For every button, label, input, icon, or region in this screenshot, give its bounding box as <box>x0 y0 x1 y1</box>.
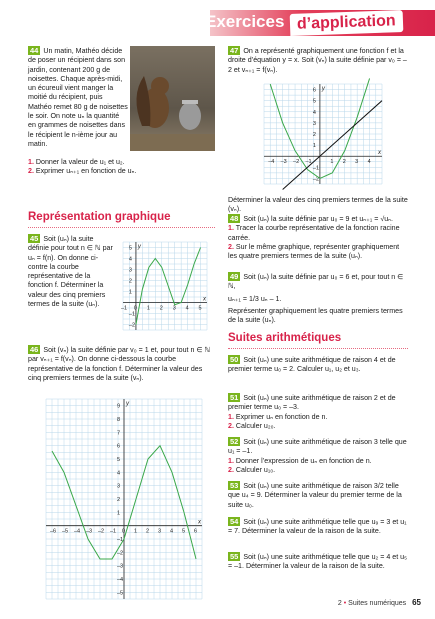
exercise-55 <box>228 552 408 572</box>
exercise-number: 52 <box>230 437 239 446</box>
x-tick-label: 2 <box>159 305 163 312</box>
y-tick-label: 5 <box>312 98 316 105</box>
y-tick-label: –2 <box>312 176 320 183</box>
exercise-text: Soit (uₙ) la suite définie pour tout n ∈ ℕ par uₙ = f(n). On donne ci-contre la courbe représentative de la fonction f. Déterminer la valeur des cinq premiers termes de la suite (uₙ). <box>28 235 113 309</box>
x-tick-label: 2 <box>342 159 346 166</box>
exercise-number: 45 <box>30 234 39 243</box>
question-text: Donner la valeur de u₁ et u₂. <box>35 158 125 166</box>
exercise-number: 46 <box>30 345 39 354</box>
page-title: Exercices <box>205 12 285 31</box>
y-tick-label: –2 <box>128 322 136 329</box>
exercise-47 <box>228 46 408 75</box>
x-tick-label: –2 <box>293 159 300 166</box>
y-tick-label: 4 <box>117 470 121 477</box>
x-tick-label: 0 <box>122 528 126 535</box>
question-label: 2. <box>228 242 234 251</box>
exercise-text: Soit (uₙ) une suite arithmétique de raison 3 telle que u₁ = –1. <box>228 438 407 456</box>
x-tick-label: 3 <box>172 305 176 312</box>
exercise-text: Soit (uₙ) une suite arithmétique de raison 3/2 telle que u₄ = 9. Déterminer la valeur du premier terme de la suite u₀. <box>228 482 402 509</box>
exercise-number: 50 <box>230 355 239 364</box>
x-tick-label: 3 <box>158 528 162 535</box>
exercise-53 <box>228 481 408 510</box>
exercise-text: Soit (uₙ) une suite arithmétique telle que u₉ = 3 et u₁ = 7. Déterminer la valeur de la raison de la suite. <box>228 518 407 536</box>
y-tick-label: 5 <box>117 457 121 463</box>
exercise-text: Soit (vₙ) la suite définie par v₀ = 1 et, pour tout n ∈ ℕ par vₙ₊₁ = f(vₙ). On donne ci-dessous la courbe représentative de la fonction f. Déterminer la valeur des cinq premiers termes de la suite (vₙ). <box>28 346 211 382</box>
exercise-text: Soit (uₙ) une suite arithmétique de raison 2 et de premier terme u₀ = –3. <box>228 394 396 412</box>
chart-fig45 <box>117 236 213 336</box>
exercise-text: Soit (uₙ) la suite définie par u₀ = 9 et uₙ₊₁ = √uₙ. <box>243 215 393 223</box>
x-tick-label: –4 <box>268 159 275 166</box>
y-tick-label: –5 <box>117 590 124 597</box>
exercise-text: Soit (uₙ) la suite définie par u₀ = 6 et, pour tout n ∈ ℕ, <box>228 273 404 291</box>
exercise-number: 54 <box>230 517 239 526</box>
y-tick-label: 6 <box>312 87 316 94</box>
y-tick-label: 1 <box>117 510 121 517</box>
exercise-44-questions <box>28 158 215 177</box>
chart-fig46 <box>40 393 208 605</box>
footer-dot: • <box>343 599 347 607</box>
question-label: 1. <box>228 412 234 421</box>
y-tick-label: 3 <box>128 267 132 274</box>
question-label: 1. <box>28 158 34 166</box>
x-tick-label: –3 <box>280 159 287 166</box>
x-axis-label: x <box>378 150 381 157</box>
x-axis-label: x <box>203 296 206 303</box>
y-tick-label: –4 <box>117 577 124 583</box>
chart-fig47 <box>258 78 388 190</box>
question-label: 1. <box>228 224 234 233</box>
exercise-number: 53 <box>230 481 239 490</box>
question-text: Sur le même graphique, représenter graphiquement les quatre premiers termes de la suite (uₙ). <box>228 242 400 261</box>
section-rule <box>228 348 408 349</box>
y-tick-label: 5 <box>128 245 132 252</box>
x-tick-label: 4 <box>367 159 371 166</box>
exercise-number: 47 <box>230 46 239 55</box>
y-tick-label: 1 <box>312 143 316 150</box>
y-tick-label: 2 <box>128 278 132 285</box>
squirrel-photo <box>130 46 215 151</box>
x-tick-label: 4 <box>185 305 189 312</box>
y-tick-label: 8 <box>117 417 121 423</box>
x-tick-label: 1 <box>330 159 334 166</box>
y-tick-label: –1 <box>117 537 124 543</box>
x-tick-label: –3 <box>86 528 93 535</box>
y-tick-label: 3 <box>312 120 316 127</box>
y-tick-label: –2 <box>117 550 124 557</box>
y-axis-label: y <box>126 401 129 407</box>
x-tick-label: 5 <box>198 305 202 312</box>
exercise-number: 49 <box>230 272 239 281</box>
question-text: Tracer la courbe représentative de la fonction racine carrée. <box>228 224 400 242</box>
x-tick-label: 3 <box>355 159 359 166</box>
y-axis-label: y <box>137 244 141 250</box>
page-title-pill: d’application <box>290 10 403 36</box>
x-tick-label: –1 <box>110 528 117 535</box>
question-label: 2. <box>28 167 34 176</box>
exercise-44 <box>28 46 128 149</box>
x-tick-label: 2 <box>146 528 150 535</box>
y-tick-label: –1 <box>312 165 320 172</box>
section-title-arith: Suites arithmétiques <box>228 332 342 344</box>
exercise-number: 51 <box>230 393 239 402</box>
y-axis-label: y <box>321 86 325 92</box>
exercise-text: Déterminer la valeur des cinq premiers termes de la suite (vₙ). <box>228 196 408 214</box>
exercise-number: 44 <box>30 46 39 55</box>
chapter-label: Suites numériques <box>348 599 407 607</box>
formula: uₙ₊₁ = 1/3 uₙ – 1. <box>228 294 282 303</box>
exercise-number: 55 <box>230 552 239 561</box>
question-label: 2. <box>228 421 234 430</box>
exercise-47-question <box>228 196 408 215</box>
y-tick-label: 3 <box>117 483 121 490</box>
exercise-54 <box>228 517 408 537</box>
x-tick-label: 5 <box>182 528 186 535</box>
exercise-48 <box>228 214 408 261</box>
question-label: 1. <box>228 456 234 465</box>
y-tick-label: 4 <box>312 109 316 116</box>
x-tick-label: –5 <box>62 528 69 535</box>
y-tick-label: 4 <box>128 256 132 263</box>
chapter-number: 2 <box>337 599 342 607</box>
exercise-45 <box>28 234 113 309</box>
x-tick-label: 4 <box>170 528 174 535</box>
exercise-50 <box>228 355 408 375</box>
x-tick-label: –1 <box>121 305 128 312</box>
exercise-46 <box>28 345 215 383</box>
page-footer <box>338 598 421 608</box>
question-text: Exprimer uₙ en fonction de n. <box>235 412 328 421</box>
exercise-text: Un matin, Mathéo décide de poser un récipient dans son jardin, contenant 200 g de noisettes. Chaque après-midi, un écureuil vient manger la moitié du récipient, puis Mathéo remet 80 g de noisettes le soir. On note uₙ la quantité en grammes de noisettes dans le récipient le n-ième jour au matin. <box>28 47 128 148</box>
section-title-graph: Représentation graphique <box>28 211 171 223</box>
x-tick-label: –2 <box>98 528 105 535</box>
x-tick-label: –1 <box>305 159 312 166</box>
exercise-text: Soit (uₙ) une suite arithmétique de raison 4 et de premier terme u₀ = 2. Calculer u₁, u₂ et u₃. <box>228 356 396 374</box>
question-text: Calculer u₂₀. <box>235 421 276 430</box>
y-tick-label: 6 <box>117 443 121 450</box>
exercise-52 <box>228 437 408 475</box>
question-label: 2. <box>228 465 234 474</box>
x-tick-label: –6 <box>50 528 57 535</box>
x-tick-label: –4 <box>74 528 81 535</box>
exercise-49 <box>228 272 408 325</box>
exercise-51 <box>228 393 408 431</box>
question-text: Donner l’expression de uₙ en fonction de n. <box>235 456 372 465</box>
exercise-text: On a représenté graphiquement une fonction f et la droite d’équation y = x. Soit (vₙ) la suite définie par v₀ = –2 et vₙ₊₁ = f(vₙ). <box>228 47 407 74</box>
y-tick-label: 2 <box>312 132 316 138</box>
exercise-text: Soit (uₙ) une suite arithmétique telle que u₂ = 4 et u₅ = –1. Déterminer la valeur de la raison de la suite. <box>228 553 407 571</box>
question-text: Calculer u₁₀. <box>235 465 276 474</box>
y-tick-label: –3 <box>117 563 124 570</box>
y-tick-label: 2 <box>117 497 121 503</box>
exercise-number: 48 <box>230 214 239 223</box>
y-tick-label: 9 <box>117 403 121 410</box>
section-rule <box>28 227 215 228</box>
x-tick-label: 1 <box>146 305 150 312</box>
x-tick-label: 1 <box>134 528 138 535</box>
y-tick-label: 7 <box>117 430 121 437</box>
y-tick-label: –1 <box>128 311 136 318</box>
x-axis-label: x <box>198 519 201 526</box>
x-tick-label: 0 <box>133 305 137 312</box>
y-tick-label: 1 <box>128 289 132 296</box>
exercise-text: Représenter graphiquement les quatre premiers termes de la suite (uₙ). <box>228 306 403 325</box>
question-text: Exprimer uₙ₊₁ en fonction de uₙ. <box>35 167 137 176</box>
x-tick-label: 6 <box>194 528 198 535</box>
page-number: 65 <box>412 597 421 607</box>
